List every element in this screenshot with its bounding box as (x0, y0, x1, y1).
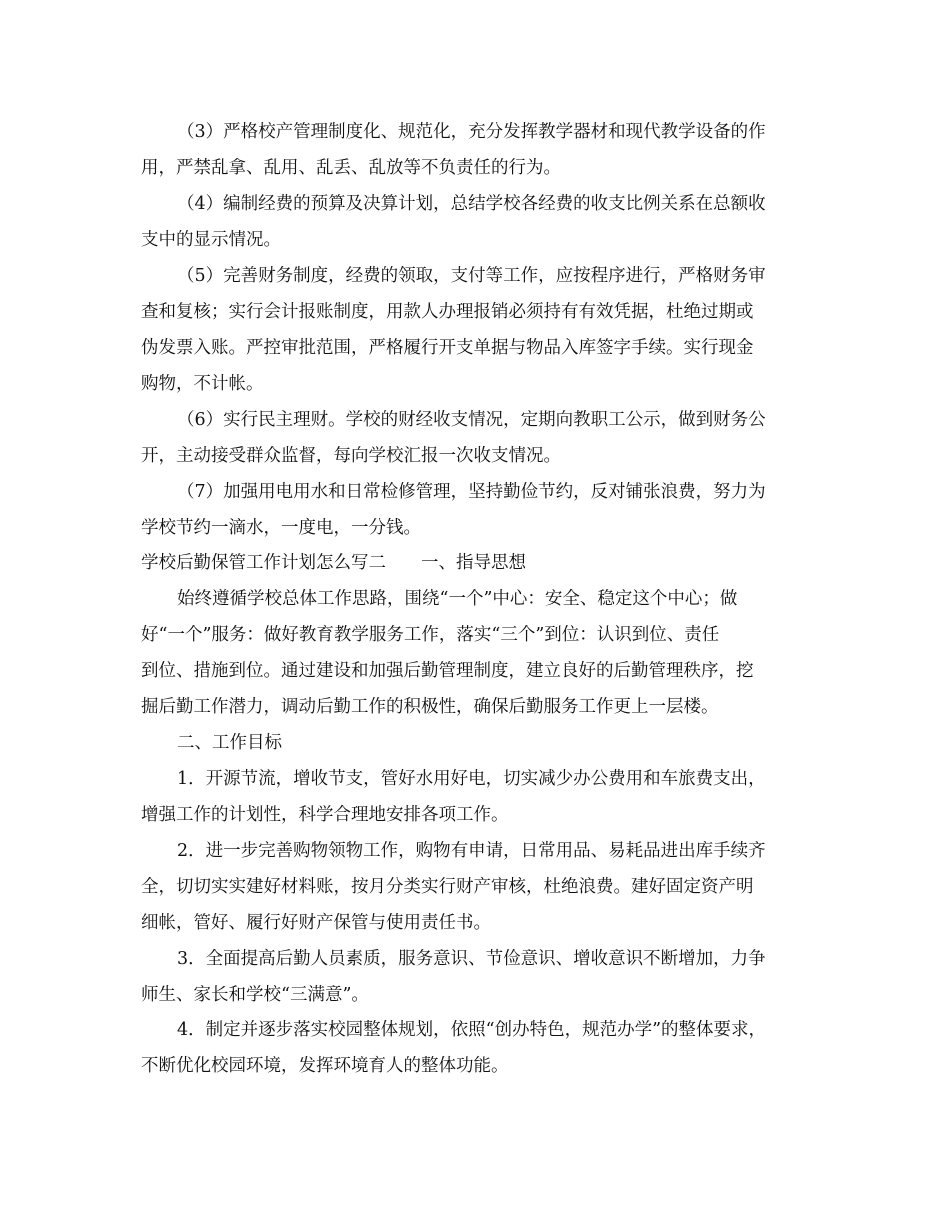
goal-2-line-2: 全，切切实实建好材料账，按月分类实行财产审核，杜绝浪费。建好固定资产明 (141, 877, 754, 897)
section-heading-guiding-thought: 学校后勤保管工作计划怎么写二 一、指导思想 (141, 553, 526, 573)
guiding-paragraph-line-4: 掘后勤工作潜力，调动后勤工作的积极性，确保后勤服务工作更上一层楼。 (141, 697, 719, 717)
goal-2-line-1: 2．进一步完善购物领物工作，购物有申请，日常用品、易耗品进出库手续齐 (177, 841, 766, 861)
section-heading-work-goals: 二、工作目标 (177, 733, 282, 753)
paragraph-5-line-4: 购物，不计帐。 (141, 374, 264, 394)
goal-4-line-1: 4．制定并逐步落实校园整体规划，依照“创办特色，规范办学”的整体要求， (177, 1020, 767, 1040)
goal-2-line-3: 细帐，管好、履行好财产保管与使用责任书。 (141, 913, 491, 933)
paragraph-7-line-2: 学校节约一滴水，一度电，一分钱。 (141, 518, 421, 538)
paragraph-4-line-2: 支中的显示情况。 (141, 230, 281, 250)
paragraph-5-line-2: 查和复核；实行会计报账制度，用款人办理报销必须持有有效凭据，杜绝过期或 (141, 302, 754, 322)
paragraph-5-line-1: （5）完善财务制度，经费的领取，支付等工作，应按程序进行，严格财务审 (177, 266, 766, 286)
guiding-paragraph-line-3: 到位、措施到位。通过建设和加强后勤管理制度，建立良好的后勤管理秩序，挖 (141, 661, 754, 681)
paragraph-7-line-1: （7）加强用电用水和日常检修管理，坚持勤俭节约，反对铺张浪费，努力为 (177, 482, 766, 502)
paragraph-4-line-1: （4）编制经费的预算及决算计划，总结学校各经费的收支比例关系在总额收 (177, 194, 766, 214)
paragraph-3-line-1: （3）严格校产管理制度化、规范化，充分发挥教学器材和现代教学设备的作 (177, 122, 766, 142)
goal-4-line-2: 不断优化校园环境，发挥环境育人的整体功能。 (141, 1056, 509, 1076)
goal-1-line-2: 增强工作的计划性，科学合理地安排各项工作。 (141, 805, 509, 825)
paragraph-3-line-2: 用，严禁乱拿、乱用、乱丢、乱放等不负责任的行为。 (141, 158, 561, 178)
goal-1-line-1: 1．开源节流，增收节支，管好水用好电，切实减少办公费用和车旅费支出， (177, 769, 766, 789)
guiding-paragraph-line-2: 好“一个”服务：做好教育教学服务工作，落实“三个”到位：认识到位、责任 (141, 625, 720, 645)
paragraph-6-line-2: 开，主动接受群众监督，每向学校汇报一次收支情况。 (141, 446, 561, 466)
goal-3-line-2: 师生、家长和学校“三满意”。 (141, 985, 369, 1005)
guiding-paragraph-line-1: 始终遵循学校总体工作思路，围绕“一个”中心：安全、稳定这个中心；做 (177, 589, 738, 609)
paragraph-5-line-3: 伪发票入账。严控审批范围，严格履行开支单据与物品入库签字手续。实行现金 (141, 338, 754, 358)
goal-3-line-1: 3．全面提高后勤人员素质，服务意识、节俭意识、增收意识不断增加，力争 (177, 949, 766, 969)
paragraph-6-line-1: （6）实行民主理财。学校的财经收支情况，定期向教职工公示，做到财务公 (177, 410, 766, 430)
